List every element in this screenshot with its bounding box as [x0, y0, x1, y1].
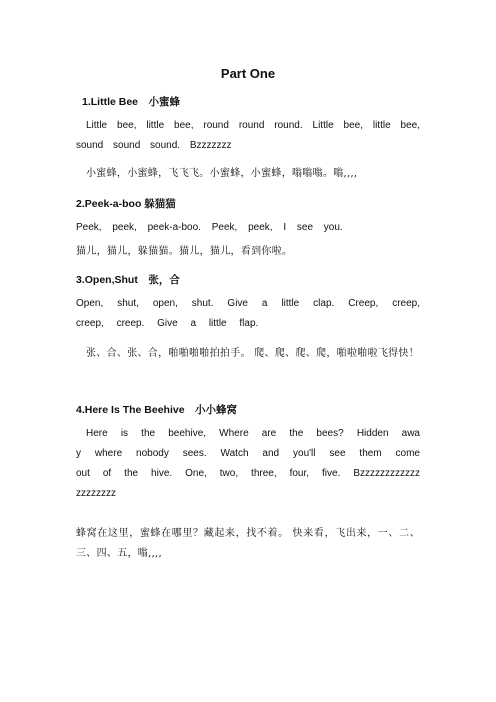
page-title: Part One	[220, 66, 276, 81]
section-heading-little-bee: 1.Little Bee 小蜜蜂	[82, 96, 181, 108]
section-chinese-open-shut: 张、合、张、合，啪啪啪啪拍拍手。 爬、爬、爬、爬，啪啦啪啦飞得快！	[86, 348, 420, 359]
section-heading-peek-a-boo: 2.Peek-a-boo 躲猫猫	[76, 198, 176, 210]
section-chinese-peek-a-boo: 猫儿，猫儿，躲猫猫。猫儿，猫儿，看到你啦。	[76, 246, 293, 257]
section-chinese-beehive: 蜂窝在这里，蜜蜂在哪里？藏起来，找不着。 快来看，飞出来，一、二、三、四、五，嗡,,,,	[76, 528, 420, 559]
section-english-open-shut: Open, shut, open, shut. Give a little clap. Creep, creep, creep, creep. Give a little flap.	[76, 298, 420, 329]
section-english-beehive: Here is the beehive, Where are the bees? Hidden away where nobody sees. Watch and you'll see them come out of the hive. One, two, three, four, five. Bzzzzzzzzzzzzzzzzzzzz	[76, 428, 420, 499]
section-heading-beehive: 4.Here Is The Beehive 小小蜂窝	[76, 404, 238, 416]
section-chinese-little-bee: 小蜜蜂，小蜜蜂，飞飞飞。小蜜蜂，小蜜蜂，嗡嗡嗡。嗡,,,,	[86, 168, 358, 179]
section-english-little-bee: Little bee, little bee, round round round. Little bee, little bee, sound sound sound. Bzzzzzzz	[76, 120, 420, 151]
section-heading-open-shut: 3.Open,Shut 张，合	[76, 274, 180, 286]
section-english-peek-a-boo: Peek, peek, peek-a-boo. Peek, peek, I see you.	[76, 222, 343, 233]
